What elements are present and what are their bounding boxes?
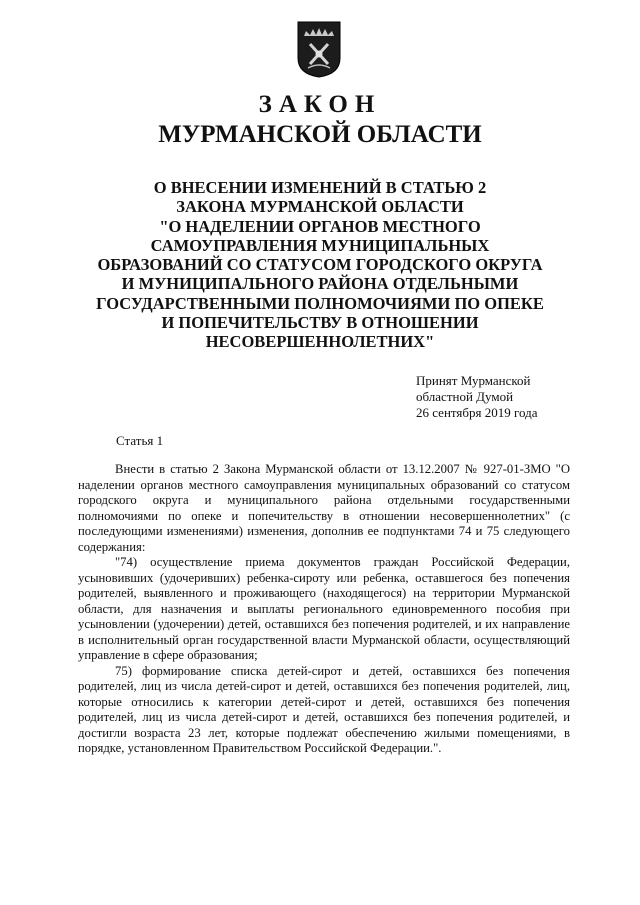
paragraph: "74) осуществление приема документов граждан Российской Федерации, усыновивших (удочеривших) ребенка-сироту или ребенка, оставшегося без попечения родителей, выявленного и проживающего (находящегося) на территории Мурманской области, для назначения и выплаты регионального единовременного пособия при усыновлении (удочерении) детей, оставшихся без попечения родителей, и их направление в исполнительный орган государственной власти Мурманской области, осуществляющий управление в сфере образования; bbox=[78, 555, 570, 662]
article-heading: Статья 1 bbox=[116, 433, 164, 448]
subject-line: О ВНЕСЕНИИ ИЗМЕНЕНИЙ В СТАТЬЮ 2 bbox=[153, 178, 487, 197]
subject-line: ЗАКОНА МУРМАНСКОЙ ОБЛАСТИ bbox=[176, 197, 464, 217]
subject-line: И МУНИЦИПАЛЬНОГО РАЙОНА ОТДЕЛЬНЫМИ bbox=[121, 274, 519, 294]
adoption-line: Принят Мурманской bbox=[416, 373, 531, 388]
law-title: ЗАКОН bbox=[258, 91, 382, 118]
coat-of-arms-icon bbox=[296, 20, 342, 78]
law-subject bbox=[60, 178, 580, 352]
article-body bbox=[78, 462, 570, 757]
subject-line: И ПОПЕЧИТЕЛЬСТВУ В ОТНОШЕНИИ bbox=[161, 313, 479, 333]
subject-line: ОБРАЗОВАНИЙ СО СТАТУСОМ ГОРОДСКОГО ОКРУГА bbox=[97, 255, 543, 275]
adoption-note bbox=[416, 373, 538, 421]
paragraph: 75) формирование списка детей-сирот и детей, оставшихся без попечения родителей, лиц из числа детей-сирот и детей, оставшихся без попечения родителей, лиц, которые относились к категории детей-сирот и детей, оставшихся без попечения родителей, лиц из числа детей-сирот и детей, оставшихся без попечения родителей, и достигли возраста 23 лет, которые подлежат обеспечению жилыми помещениями, в порядке, установленном Правительством Российской Федерации.". bbox=[78, 663, 570, 755]
subject-line: "О НАДЕЛЕНИИ ОРГАНОВ МЕСТНОГО bbox=[159, 216, 481, 236]
paragraph: Внести в статью 2 Закона Мурманской области от 13.12.2007 № 927-01-ЗМО "О наделении органов местного самоуправления муниципальных образований со статусом городского округа и муниципального района отдельными государственными полномочиями по опеке и попечительству в отношении несовершеннолетних" (с последующими изменениями) изменения, дополнив ее подпунктами 74 и 75 следующего содержания: bbox=[78, 462, 570, 554]
region-title: МУРМАНСКОЙ ОБЛАСТИ bbox=[158, 121, 482, 148]
adoption-date: 26 сентября 2019 года bbox=[416, 405, 538, 420]
subject-line: САМОУПРАВЛЕНИЯ МУНИЦИПАЛЬНЫХ bbox=[150, 235, 490, 255]
subject-line: НЕСОВЕРШЕННОЛЕТНИХ" bbox=[205, 332, 435, 352]
subject-line: ГОСУДАРСТВЕННЫМИ ПОЛНОМОЧИЯМИ ПО ОПЕКЕ bbox=[96, 293, 544, 313]
adoption-line: областной Думой bbox=[416, 389, 514, 404]
